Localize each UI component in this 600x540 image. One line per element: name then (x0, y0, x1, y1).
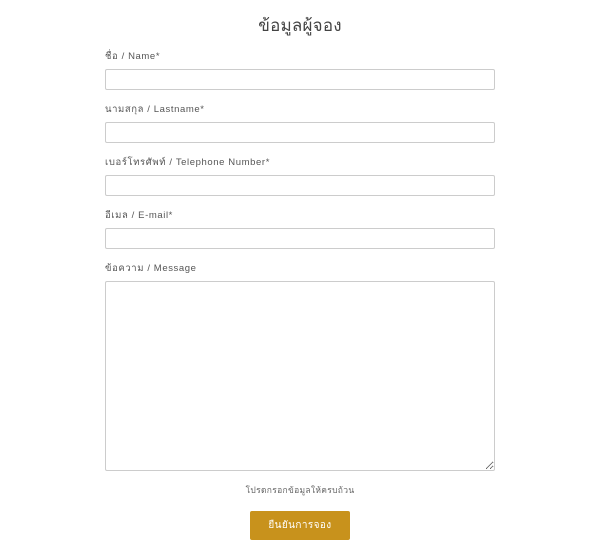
message-textarea[interactable] (105, 281, 495, 471)
submit-row (105, 511, 495, 540)
field-label-name: ชื่อ / Name* (105, 51, 161, 62)
field-label-lastname: นามสกุล / Lastname* (105, 104, 205, 115)
field-telephone (105, 155, 495, 196)
email-input[interactable] (105, 228, 495, 249)
field-lastname (105, 102, 495, 143)
booking-form (105, 49, 495, 540)
field-message (105, 261, 495, 471)
field-label-message: ข้อความ / Message (105, 263, 197, 274)
page-title: ข้อมูลผู้จอง (258, 16, 342, 35)
lastname-input[interactable] (105, 122, 495, 143)
submit-booking-button[interactable]: ยืนยันการจอง (250, 511, 349, 540)
field-label-telephone: เบอร์โทรศัพท์ / Telephone Number* (105, 157, 270, 168)
field-email (105, 208, 495, 249)
form-note: โปรดกรอกข้อมูลให้ครบถ้วน (245, 485, 355, 495)
name-input[interactable] (105, 69, 495, 90)
field-name (105, 49, 495, 90)
field-label-email: อีเมล / E-mail* (105, 210, 173, 221)
telephone-input[interactable] (105, 175, 495, 196)
